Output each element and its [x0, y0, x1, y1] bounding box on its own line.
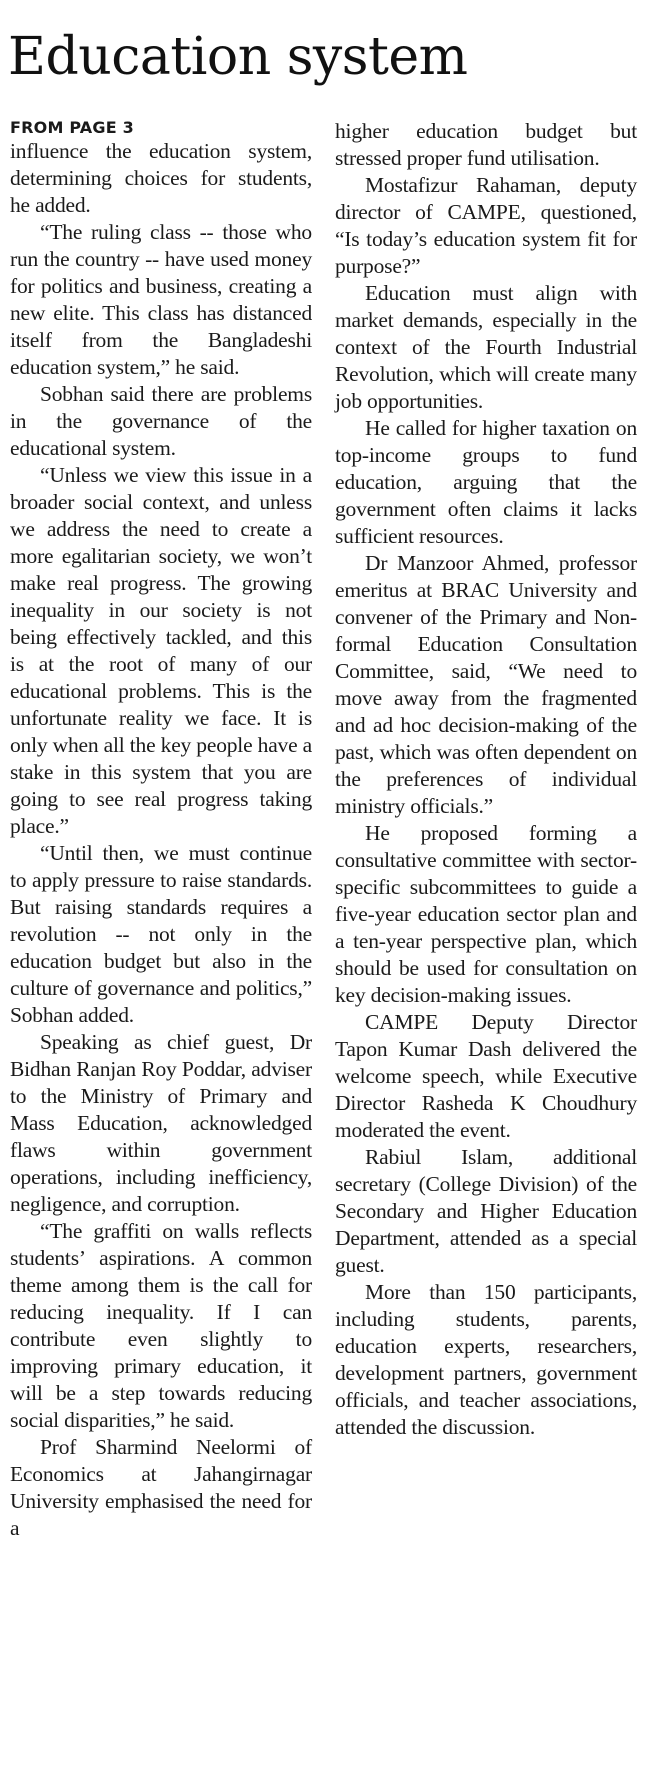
paragraph: Mostafizur Rahaman, deputy director of CAMPE, questioned, “Is today’s education system fit for purpose?” — [335, 173, 637, 278]
paragraph: “Until then, we must continue to apply pressure to raise standards. But raising standards requires a revolution -- not only in the education budget but also in the culture of governance and politics,” Sobhan added. — [10, 841, 312, 1027]
jump-line: FROM PAGE 3 — [10, 118, 134, 137]
headline: Education system — [8, 27, 468, 87]
paragraph: Rabiul Islam, additional secretary (College Division) of the Secondary and Higher Education Department, attended as a special guest. — [335, 1145, 637, 1277]
paragraph: Prof Sharmind Neelormi of Economics at Jahangirnagar University emphasised the need for a — [10, 1435, 312, 1540]
paragraph: influence the education system, determining choices for students, he added. — [10, 139, 312, 217]
paragraph: He proposed forming a consultative committee with sector-specific subcommittees to guide a five-year education sector plan and a ten-year perspective plan, which should be used for consultation on key decision-making issues. — [335, 821, 637, 1007]
paragraph: Education must align with market demands, especially in the context of the Fourth Industrial Revolution, which will create many job opportunities. — [335, 281, 637, 413]
paragraph: Sobhan said there are problems in the governance of the educational system. — [10, 382, 312, 460]
paragraph: “Unless we view this issue in a broader social context, and unless we address the need to create a more egalitarian society, we won’t make real progress. The growing inequality in our society is not being effectively tackled, and this is at the root of many of our educational problems. This is the unfortunate reality we face. It is only when all the key people have a stake in this system that you are going to see real progress taking place.” — [10, 463, 312, 838]
paragraph: Dr Manzoor Ahmed, professor emeritus at BRAC University and convener of the Primary and Non-formal Education Consultation Committee, said, “We need to move away from the fragmented and ad hoc decision-making of the past, which was often dependent on the preferences of individual ministry officials.” — [335, 551, 637, 818]
paragraph: “The graffiti on walls reflects students’ aspirations. A common theme among them is the call for reducing inequality. If I can contribute even slightly to improving primary education, it will be a step towards reducing social disparities,” he said. — [10, 1219, 312, 1432]
paragraph: “The ruling class -- those who run the country -- have used money for politics and business, creating a new elite. This class has distanced itself from the Bangladeshi education system,” he said. — [10, 220, 312, 379]
paragraph: CAMPE Deputy Director Tapon Kumar Dash delivered the welcome speech, while Executive Director Rasheda K Choudhury moderated the event. — [335, 1010, 637, 1142]
left-column — [10, 118, 312, 1542]
right-column — [335, 118, 637, 1441]
paragraph: higher education budget but stressed proper fund utilisation. — [335, 119, 637, 170]
paragraph: More than 150 participants, including students, parents, education experts, researchers, development partners, government officials, and teacher associations, attended the discussion. — [335, 1280, 637, 1439]
paragraph: Speaking as chief guest, Dr Bidhan Ranjan Roy Poddar, adviser to the Ministry of Primary and Mass Education, acknowledged flaws within government operations, including inefficiency, negligence, and corruption. — [10, 1030, 312, 1216]
paragraph: He called for higher taxation on top-income groups to fund education, arguing that the government often claims it lacks sufficient resources. — [335, 416, 637, 548]
